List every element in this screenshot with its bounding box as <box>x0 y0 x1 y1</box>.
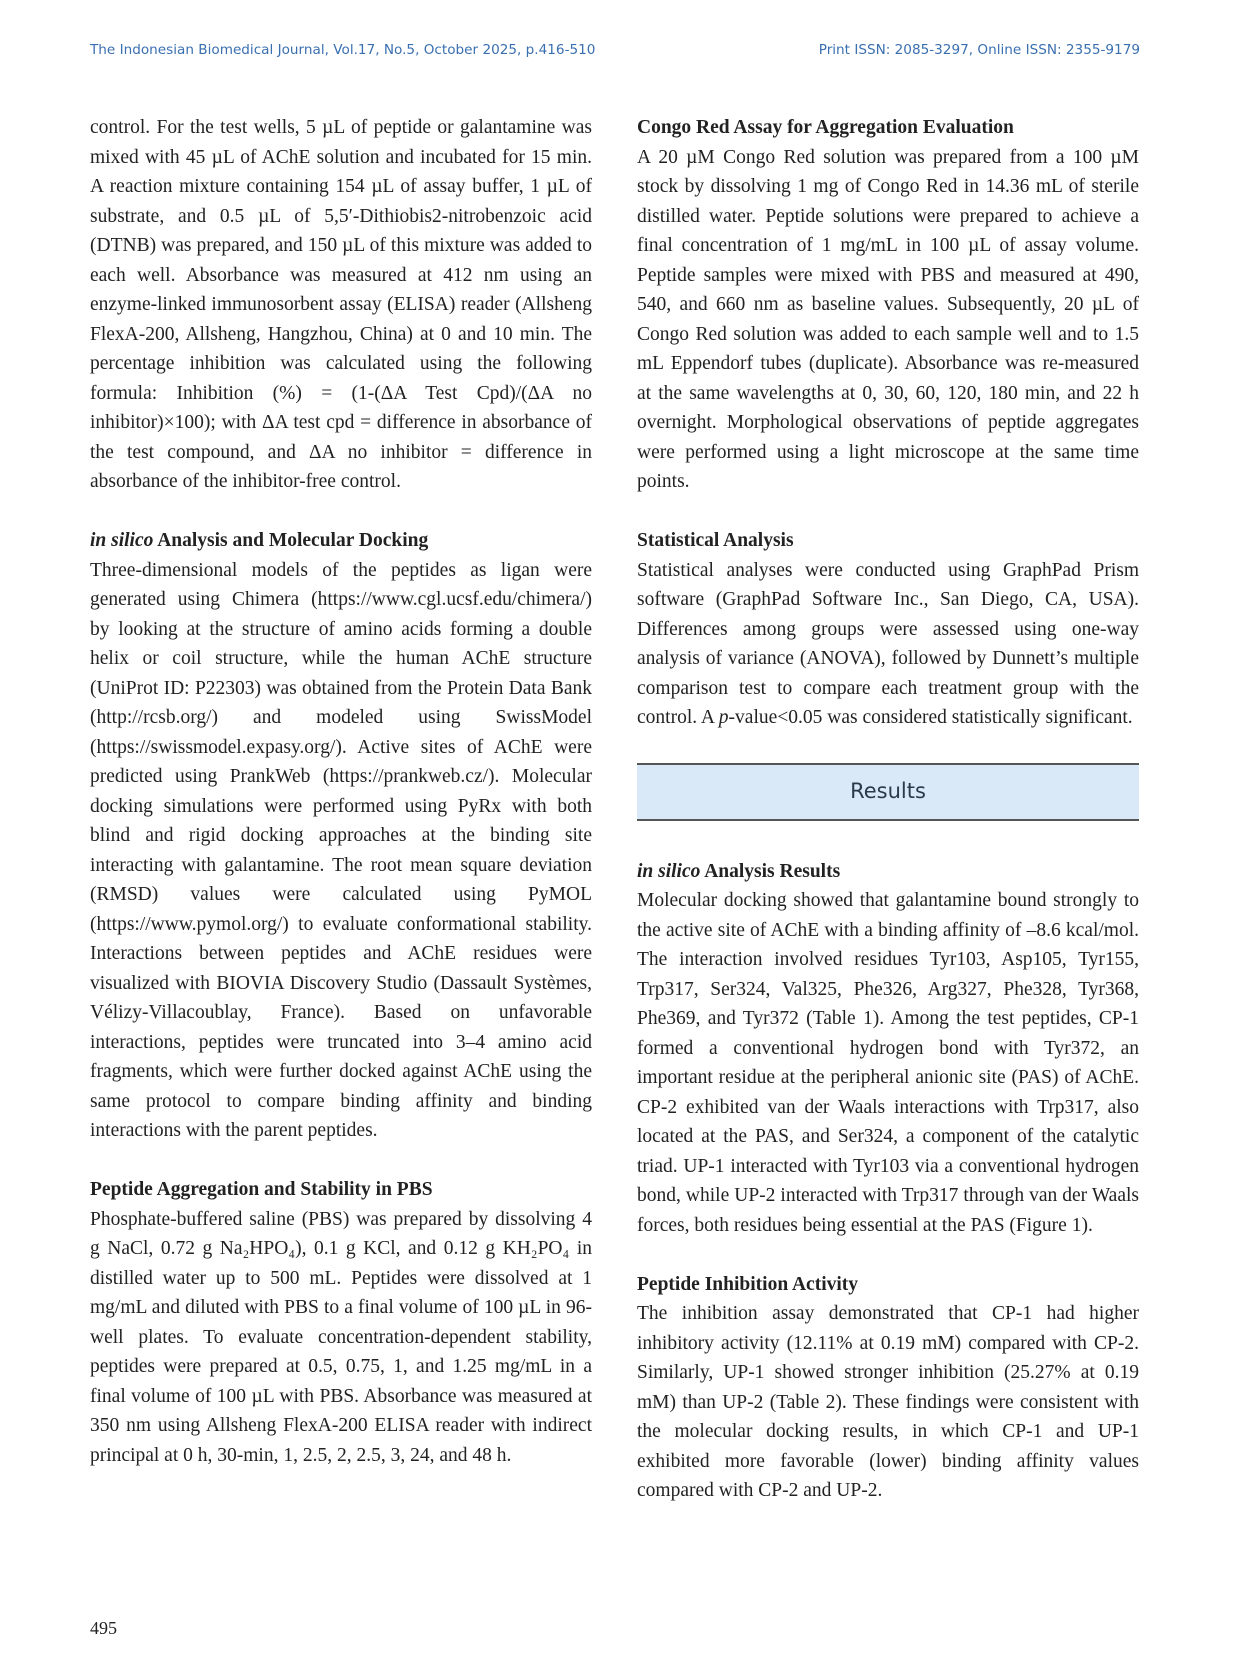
docking-paragraph: Three-dimensional models of the peptides as ligan were generated using Chimera (https://www.cgl.ucsf.edu/chimera/) by looking at the structure of amino acids forming a double helix or coil structure, while the human AChE structure (UniProt ID: P22303) was obtained from the Protein Data Bank (http://rcsb.org/) and modeled using SwissModel (https://swissmodel.expasy.org/). Active sites of AChE were predicted using PrankWeb (https://prankweb.cz/). Molecular docking simulations were performed using PyRx with both blind and rigid docking approaches at the binding site interacting with galantamine. The root mean square deviation (RMSD) values were calculated using PyMOL (https://www.pymol.org/) to evaluate conformational stability. Interactions between peptides and AChE residues were visualized with BIOVIA Discovery Studio (Dassault Systèmes, Vélizy-Villacoublay, France). Based on unfavorable interactions, peptides were truncated into 3–4 amino acid fragments, which were further docked against AChE using the same protocol to compare binding affinity and binding interactions with the parent peptides. <box>90 559 592 1141</box>
section-heading-insilico-results <box>637 857 1139 887</box>
heading-italic: in silico <box>90 530 154 551</box>
insilico-results-paragraph: Molecular docking showed that galantamine bound strongly to the active site of AChE with a binding affinity of –8.6 kcal/mol. The interaction involved residues Tyr103, Asp105, Tyr155, Trp317, Ser324, Val325, Phe326, Arg327, Phe328, Tyr368, Phe369, and Tyr372 (Table 1). Among the test peptides, CP-1 formed a conventional hydrogen bond with Tyr372, an important residue at the peripheral anionic site (PAS) of AChE. CP-2 exhibited van der Waals interactions with Trp317, also located at the PAS, and Ser324, a component of the catalytic triad. UP-1 interacted with Tyr103 via a conventional hydrogen bond, while UP-2 interacted with Trp317 through van der Waals forces, both residues being essential at the PAS (Figure 1). <box>637 890 1139 1236</box>
congo-red-paragraph: A 20 µM Congo Red solution was prepared from a 100 µM stock by dissolving 1 mg of Congo Red in 14.36 mL of sterile distilled water. Peptide solutions were prepared to achieve a final concentration of 1 mg/mL in 100 µL of assay volume. Peptide samples were mixed with PBS and measured at 490, 540, and 660 nm as baseline values. Subsequently, 20 µL of Congo Red solution was added to each sample well and to 1.5 mL Eppendorf tubes (duplicate). Absorbance was re-measured at the same wavelengths at 0, 30, 60, 120, 180 min, and 22 h overnight. Morphological observations of peptide aggregates were performed using a light microscope at the same time points. <box>637 146 1139 492</box>
running-header <box>90 42 1140 66</box>
right-column <box>637 113 1139 1506</box>
section-heading-statistics: Statistical Analysis <box>637 530 794 551</box>
results-section-banner <box>637 763 1139 821</box>
methods-paragraph-continued: control. For the test wells, 5 µL of peptide or galantamine was mixed with 45 µL of AChE solution and incubated for 15 min. A reaction mixture containing 154 µL of assay buffer, 1 µL of substrate, and 0.5 µL of 5,5′-Dithiobis2-nitrobenzoic acid (DTNB) was prepared, and 150 µL of this mixture was added to each well. Absorbance was measured at 412 nm using an enzyme-linked immunosorbent assay (ELISA) reader (Allsheng FlexA-200, Allsheng, Hangzhou, China) at 0 and 10 min. The percentage inhibition was calculated using the following formula: Inhibition (%) = (1-(ΔA Test Cpd)/(ΔA no inhibitor)×100); with ΔA test cpd = difference in absorbance of the test compound, and ΔA no inhibitor = difference in absorbance of the inhibitor-free control. <box>90 117 592 492</box>
heading-rest: Analysis and Molecular Docking <box>153 530 429 551</box>
statistics-paragraph <box>637 556 1139 733</box>
heading-rest: Analysis Results <box>700 860 841 882</box>
aggregation-paragraph: Phosphate-buffered saline (PBS) was prepared by dissolving 4 g NaCl, 0.72 g Na₂HPO₄), 0.1 g KCl, and 0.12 g KH₂PO₄ in distilled water up to 500 mL. Peptides were dissolved at 1 mg/mL and diluted with PBS to a final volume of 100 µL in 96-well plates. To evaluate concentration-dependent stability, peptides were prepared at 0.5, 0.75, 1, and 1.25 mg/mL in a final volume of 100 µL with PBS. Absorbance was measured at 350 nm using Allsheng FlexA-200 ELISA reader with indirect principal at 0 h, 30-min, 1, 2.5, 2, 2.5, 3, 24, and 48 h. <box>90 1208 592 1466</box>
section-heading-docking <box>90 526 592 556</box>
stats-text-part: -value<0.05 was considered statistically significant. <box>728 707 1133 728</box>
section-heading-aggregation: Peptide Aggregation and Stability in PBS <box>90 1179 433 1200</box>
heading-italic: in silico <box>637 860 701 882</box>
page-number: 495 <box>90 1618 117 1638</box>
results-title: Results <box>850 778 926 803</box>
inhibition-paragraph: The inhibition assay demonstrated that CP-1 had higher inhibitory activity (12.11% at 0.19 mM) compared with CP-2. Similarly, UP-1 showed stronger inhibition (25.27% at 0.19 mM) than UP-2 (Table 2). These findings were consistent with the molecular docking results, in which CP-1 and UP-1 exhibited more favorable (lower) binding affinity values compared with CP-2 and UP-2. <box>637 1303 1139 1501</box>
stats-text-italic: p <box>718 707 729 728</box>
left-column <box>90 113 592 1470</box>
issn-info: Print ISSN: 2085-3297, Online ISSN: 2355-9179 <box>818 42 1140 58</box>
section-heading-congo-red: Congo Red Assay for Aggregation Evaluation <box>637 117 1014 138</box>
journal-citation: The Indonesian Biomedical Journal, Vol.17, No.5, October 2025, p.416-510 <box>90 42 596 58</box>
stats-text-part: Statistical analyses were conducted using GraphPad Prism software (GraphPad Software Inc., San Diego, CA, USA). Differences among groups were assessed using one-way analysis of variance (ANOVA), followed by Dunnett’s multiple comparison test to compare each treatment group with the control. A <box>637 559 1139 728</box>
section-heading-inhibition: Peptide Inhibition Activity <box>637 1273 859 1295</box>
